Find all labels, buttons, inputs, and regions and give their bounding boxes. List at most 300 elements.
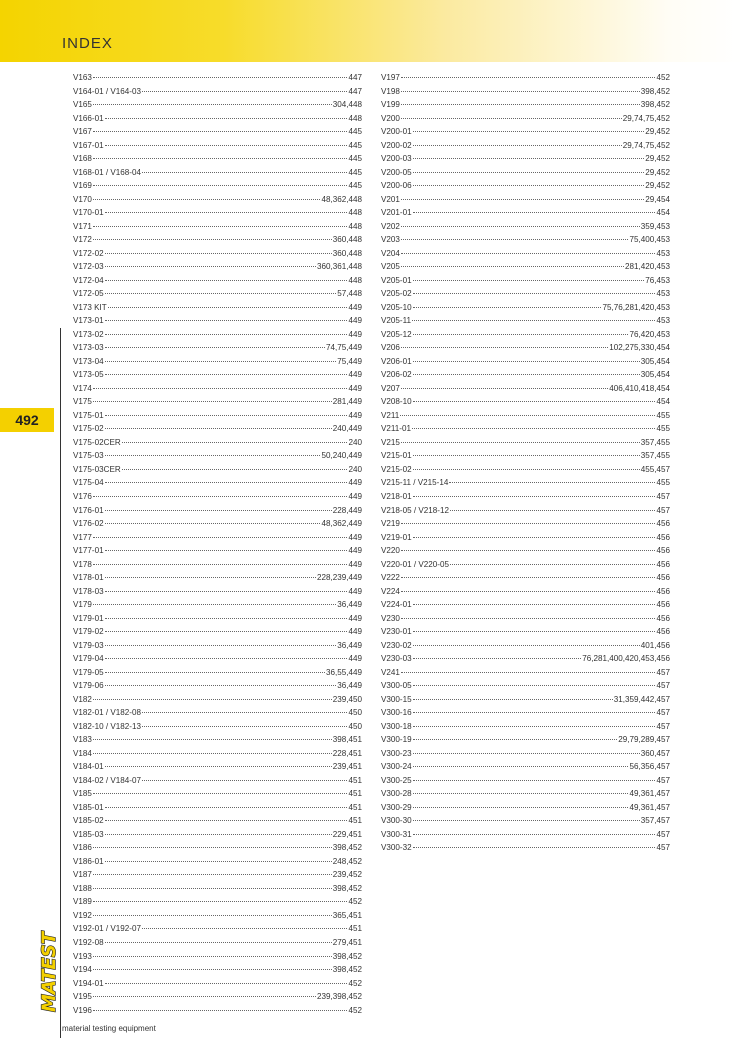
entry-code: V185 bbox=[73, 789, 92, 799]
entry-code: V300-31 bbox=[381, 829, 412, 839]
entry-code: V193 bbox=[73, 951, 92, 961]
entry-code: V215-01 bbox=[381, 451, 412, 461]
entry-code: V206-02 bbox=[381, 370, 412, 380]
entry-pages: 457 bbox=[656, 829, 670, 839]
entry-pages: 360,448 bbox=[332, 248, 362, 258]
entry-code: V218-01 bbox=[381, 491, 412, 501]
dot-leader bbox=[105, 334, 348, 335]
entry-code: V187 bbox=[73, 870, 92, 880]
entry-code: V224 bbox=[381, 586, 400, 596]
dot-leader bbox=[413, 834, 656, 835]
dot-leader bbox=[401, 104, 640, 105]
entry-pages: 228,451 bbox=[332, 748, 362, 758]
entry-pages: 448 bbox=[348, 275, 362, 285]
index-entry bbox=[381, 787, 670, 801]
entry-pages: 449 bbox=[348, 302, 362, 312]
index-entry bbox=[73, 98, 362, 112]
dot-leader bbox=[413, 307, 602, 308]
entry-code: V174 bbox=[73, 383, 92, 393]
dot-leader bbox=[142, 928, 348, 929]
entry-pages: 398,452 bbox=[332, 843, 362, 853]
entry-code: V172 bbox=[73, 235, 92, 245]
entry-code: V215 bbox=[381, 437, 400, 447]
index-entry bbox=[73, 679, 362, 693]
entry-code: V200-02 bbox=[381, 140, 412, 150]
entry-code: V300-18 bbox=[381, 721, 412, 731]
matest-logo bbox=[37, 930, 61, 1014]
index-entry bbox=[73, 233, 362, 247]
dot-leader bbox=[93, 496, 348, 497]
entry-pages: 357,457 bbox=[640, 816, 670, 826]
index-entry bbox=[381, 206, 670, 220]
index-entry bbox=[73, 639, 362, 653]
index-entry bbox=[73, 193, 362, 207]
index-entry bbox=[381, 598, 670, 612]
entry-pages: 398,452 bbox=[332, 965, 362, 975]
entry-code: V175-01 bbox=[73, 410, 104, 420]
entry-code: V189 bbox=[73, 897, 92, 907]
entry-code: V177 bbox=[73, 532, 92, 542]
entry-code: V200 bbox=[381, 113, 400, 123]
dot-leader bbox=[105, 834, 332, 835]
entry-code: V300-28 bbox=[381, 789, 412, 799]
index-entry bbox=[73, 585, 362, 599]
dot-leader bbox=[401, 618, 656, 619]
dot-leader bbox=[93, 158, 348, 159]
index-entry bbox=[73, 747, 362, 761]
index-entry bbox=[73, 179, 362, 193]
dot-leader bbox=[142, 91, 348, 92]
dot-leader bbox=[93, 537, 348, 538]
index-entry bbox=[381, 71, 670, 85]
index-entry bbox=[381, 490, 670, 504]
entry-code: V205-11 bbox=[381, 316, 411, 326]
dot-leader bbox=[105, 672, 325, 673]
index-entry bbox=[73, 571, 362, 585]
entry-pages: 455,457 bbox=[640, 464, 670, 474]
entry-pages: 75,449 bbox=[337, 356, 362, 366]
entry-pages: 398,452 bbox=[332, 951, 362, 961]
entry-pages: 48,362,448 bbox=[321, 194, 362, 204]
dot-leader bbox=[413, 158, 645, 159]
entry-pages: 239,451 bbox=[332, 762, 362, 772]
index-entry bbox=[73, 963, 362, 977]
entry-pages: 365,451 bbox=[332, 910, 362, 920]
index-entry bbox=[73, 909, 362, 923]
dot-leader bbox=[93, 185, 348, 186]
entry-code: V183 bbox=[73, 735, 92, 745]
entry-pages: 57,448 bbox=[337, 289, 362, 299]
entry-code: V170 bbox=[73, 194, 92, 204]
index-entry bbox=[381, 571, 670, 585]
index-entry bbox=[73, 828, 362, 842]
entry-pages: 452 bbox=[656, 73, 670, 82]
index-entry bbox=[381, 841, 670, 855]
entry-code: V201-01 bbox=[381, 208, 412, 218]
dot-leader bbox=[413, 496, 656, 497]
dot-leader bbox=[401, 253, 656, 254]
entry-pages: 455 bbox=[656, 478, 670, 488]
entry-pages: 449 bbox=[348, 654, 362, 664]
index-entry bbox=[381, 449, 670, 463]
dot-leader bbox=[93, 699, 332, 700]
index-entry bbox=[381, 112, 670, 126]
index-entry bbox=[381, 247, 670, 261]
index-entry bbox=[381, 747, 670, 761]
entry-pages: 451 bbox=[348, 775, 362, 785]
index-entry bbox=[73, 814, 362, 828]
entry-pages: 281,449 bbox=[332, 397, 362, 407]
entry-code: V184 bbox=[73, 748, 92, 758]
index-entry bbox=[381, 233, 670, 247]
entry-code: V192-08 bbox=[73, 938, 104, 947]
dot-leader bbox=[93, 901, 348, 902]
dot-leader bbox=[401, 347, 608, 348]
entry-code: V175-04 bbox=[73, 478, 104, 488]
dot-leader bbox=[122, 469, 348, 470]
entry-pages: 449 bbox=[348, 410, 362, 420]
entry-pages: 76,420,453 bbox=[629, 329, 670, 339]
dot-leader bbox=[401, 672, 656, 673]
entry-pages: 75,400,453 bbox=[629, 235, 670, 245]
entry-code: V300-25 bbox=[381, 775, 412, 785]
dot-leader bbox=[401, 442, 640, 443]
dot-leader bbox=[93, 199, 321, 200]
index-entry bbox=[381, 314, 670, 328]
dot-leader bbox=[413, 469, 640, 470]
entry-code: V208-10 bbox=[381, 397, 412, 407]
dot-leader bbox=[413, 699, 613, 700]
index-entry bbox=[381, 476, 670, 490]
entry-code: V186 bbox=[73, 843, 92, 853]
entry-pages: 56,356,457 bbox=[629, 762, 670, 772]
entry-pages: 29,454 bbox=[645, 194, 670, 204]
entry-pages: 456 bbox=[656, 559, 670, 569]
index-entry bbox=[381, 612, 670, 626]
index-entry bbox=[73, 1004, 362, 1018]
entry-code: V300-05 bbox=[381, 681, 412, 691]
entry-code: V168 bbox=[73, 154, 92, 164]
entry-pages: 49,361,457 bbox=[629, 802, 670, 812]
dot-leader bbox=[105, 415, 348, 416]
index-entry bbox=[73, 733, 362, 747]
entry-code: V179-04 bbox=[73, 654, 104, 664]
entry-code: V230-03 bbox=[381, 654, 412, 664]
entry-code: V173 KIT bbox=[73, 302, 107, 312]
dot-leader bbox=[93, 1010, 348, 1011]
dot-leader bbox=[401, 118, 622, 119]
index-entry bbox=[381, 706, 670, 720]
dot-leader bbox=[413, 753, 640, 754]
entry-code: V200-01 bbox=[381, 127, 412, 137]
dot-leader bbox=[93, 604, 336, 605]
entry-pages: 29,74,75,452 bbox=[622, 140, 670, 150]
entry-pages: 449 bbox=[348, 383, 362, 393]
entry-code: V211 bbox=[381, 410, 400, 420]
entry-pages: 449 bbox=[348, 491, 362, 501]
dot-leader bbox=[401, 577, 656, 578]
dot-leader bbox=[412, 320, 655, 321]
dot-leader bbox=[105, 374, 348, 375]
entry-pages: 31,359,442,457 bbox=[613, 694, 670, 704]
entry-pages: 228,449 bbox=[332, 505, 362, 515]
entry-pages: 29,452 bbox=[645, 181, 670, 191]
index-entry bbox=[381, 260, 670, 274]
entry-code: V205 bbox=[381, 262, 400, 272]
entry-code: V169 bbox=[73, 181, 92, 191]
dot-leader bbox=[413, 280, 645, 281]
index-entry bbox=[73, 760, 362, 774]
entry-code: V168-01 / V168-04 bbox=[73, 167, 141, 177]
entry-pages: 457 bbox=[656, 681, 670, 691]
entry-code: V182-01 / V182-08 bbox=[73, 708, 141, 718]
index-entry bbox=[73, 666, 362, 680]
entry-pages: 398,452 bbox=[332, 883, 362, 893]
entry-pages: 451 bbox=[348, 924, 362, 934]
entry-code: V182-10 / V182-13 bbox=[73, 721, 141, 731]
dot-leader bbox=[105, 266, 316, 267]
dot-leader bbox=[105, 766, 332, 767]
index-entry bbox=[73, 652, 362, 666]
dot-leader bbox=[93, 104, 332, 105]
entry-code: V176-02 bbox=[73, 519, 104, 529]
dot-leader bbox=[93, 996, 316, 997]
entry-code: V172-04 bbox=[73, 275, 104, 285]
entry-pages: 406,410,418,454 bbox=[609, 383, 670, 393]
entry-pages: 449 bbox=[348, 627, 362, 637]
entry-pages: 229,451 bbox=[332, 829, 362, 839]
entry-code: V185-01 bbox=[73, 802, 104, 812]
index-entry bbox=[381, 652, 670, 666]
index-entry bbox=[381, 558, 670, 572]
dot-leader bbox=[105, 591, 348, 592]
entry-pages: 398,452 bbox=[640, 86, 670, 96]
entry-code: V177-01 bbox=[73, 546, 104, 556]
dot-leader bbox=[400, 415, 655, 416]
index-entry bbox=[381, 544, 670, 558]
entry-pages: 451 bbox=[348, 816, 362, 826]
entry-pages: 457 bbox=[656, 721, 670, 731]
entry-code: V215-11 / V215-14 bbox=[381, 478, 449, 488]
entry-code: V176-01 bbox=[73, 505, 104, 515]
entry-pages: 452 bbox=[348, 897, 362, 907]
entry-code: V184-01 bbox=[73, 762, 104, 772]
page-number: 492 bbox=[15, 412, 39, 428]
index-entry bbox=[73, 990, 362, 1004]
entry-pages: 449 bbox=[348, 329, 362, 339]
dot-leader bbox=[105, 983, 348, 984]
index-entry bbox=[73, 436, 362, 450]
dot-leader bbox=[93, 131, 348, 132]
dot-leader bbox=[105, 618, 348, 619]
entry-code: V179-06 bbox=[73, 681, 104, 691]
entry-pages: 36,449 bbox=[337, 640, 362, 650]
entry-code: V224-01 bbox=[381, 600, 412, 610]
dot-leader bbox=[93, 564, 348, 565]
index-entry bbox=[381, 720, 670, 734]
entry-code: V186-01 bbox=[73, 856, 104, 866]
index-entry bbox=[381, 85, 670, 99]
entry-pages: 240 bbox=[348, 464, 362, 474]
entry-pages: 456 bbox=[656, 573, 670, 583]
entry-code: V230 bbox=[381, 613, 400, 623]
index-entry bbox=[381, 220, 670, 234]
index-entry bbox=[73, 463, 362, 477]
entry-code: V175-02CER bbox=[73, 437, 121, 447]
dot-leader bbox=[142, 726, 348, 727]
dot-leader bbox=[105, 550, 348, 551]
index-entry bbox=[381, 98, 670, 112]
entry-pages: 452 bbox=[348, 1005, 362, 1015]
entry-pages: 449 bbox=[348, 532, 362, 542]
entry-code: V211-01 bbox=[381, 424, 411, 434]
index-entry bbox=[73, 382, 362, 396]
entry-code: V300-23 bbox=[381, 748, 412, 758]
index-entry bbox=[73, 395, 362, 409]
dot-leader bbox=[93, 239, 332, 240]
index-entry bbox=[73, 112, 362, 126]
entry-code: V219-01 bbox=[381, 532, 412, 542]
entry-code: V175-02 bbox=[73, 424, 104, 434]
page-number-tab bbox=[0, 408, 54, 432]
dot-leader bbox=[93, 226, 348, 227]
entry-pages: 449 bbox=[348, 586, 362, 596]
index-entry bbox=[73, 409, 362, 423]
entry-code: V175 bbox=[73, 397, 92, 407]
entry-code: V194-01 bbox=[73, 978, 104, 988]
entry-code: V207 bbox=[381, 383, 400, 393]
index-entry bbox=[73, 612, 362, 626]
dot-leader bbox=[413, 361, 640, 362]
index-entry bbox=[73, 895, 362, 909]
index-entry bbox=[73, 841, 362, 855]
entry-pages: 445 bbox=[348, 127, 362, 137]
entry-pages: 305,454 bbox=[640, 356, 670, 366]
entry-pages: 456 bbox=[656, 519, 670, 529]
entry-pages: 228,239,449 bbox=[316, 573, 362, 583]
dot-leader bbox=[142, 712, 348, 713]
index-column-left bbox=[73, 71, 362, 1017]
entry-code: V172-03 bbox=[73, 262, 104, 272]
dot-leader bbox=[105, 658, 348, 659]
entry-code: V166-01 bbox=[73, 113, 104, 123]
index-entry bbox=[381, 801, 670, 815]
index-entry bbox=[73, 558, 362, 572]
entry-code: V184-02 / V184-07 bbox=[73, 775, 141, 785]
entry-code: V300-30 bbox=[381, 816, 412, 826]
index-entry bbox=[73, 449, 362, 463]
index-entry bbox=[73, 274, 362, 288]
entry-code: V172-02 bbox=[73, 248, 104, 258]
dot-leader bbox=[122, 442, 348, 443]
dot-leader bbox=[105, 523, 321, 524]
entry-code: V171 bbox=[73, 221, 92, 231]
entry-code: V199 bbox=[381, 100, 400, 110]
index-entry bbox=[381, 382, 670, 396]
index-entry bbox=[381, 395, 670, 409]
index-entry bbox=[381, 733, 670, 747]
entry-code: V173-02 bbox=[73, 329, 104, 339]
entry-code: V215-02 bbox=[381, 464, 412, 474]
index-entry bbox=[381, 409, 670, 423]
dot-leader bbox=[401, 388, 608, 389]
entry-pages: 239,452 bbox=[332, 870, 362, 880]
entry-code: V204 bbox=[381, 248, 400, 258]
index-entry bbox=[73, 693, 362, 707]
dot-leader bbox=[413, 131, 645, 132]
entry-pages: 456 bbox=[656, 532, 670, 542]
entry-pages: 102,275,330,454 bbox=[609, 343, 670, 353]
entry-pages: 449 bbox=[348, 316, 362, 326]
entry-pages: 457 bbox=[656, 491, 670, 501]
entry-pages: 448 bbox=[348, 113, 362, 123]
entry-pages: 452 bbox=[348, 978, 362, 988]
entry-code: V194 bbox=[73, 965, 92, 975]
entry-code: V185-02 bbox=[73, 816, 104, 826]
dot-leader bbox=[93, 874, 332, 875]
index-entry bbox=[73, 936, 362, 950]
index-entry bbox=[381, 679, 670, 693]
index-entry bbox=[73, 247, 362, 261]
index-entry bbox=[381, 436, 670, 450]
entry-pages: 357,455 bbox=[640, 437, 670, 447]
index-entry bbox=[73, 774, 362, 788]
dot-leader bbox=[105, 942, 332, 943]
index-entry bbox=[73, 85, 362, 99]
entry-pages: 456 bbox=[656, 546, 670, 556]
entry-code: V173-03 bbox=[73, 343, 104, 353]
index-entry bbox=[73, 801, 362, 815]
index-column-right bbox=[381, 71, 670, 855]
dot-leader bbox=[413, 455, 640, 456]
dot-leader bbox=[413, 293, 656, 294]
entry-code: V206-01 bbox=[381, 356, 412, 366]
entry-code: V195 bbox=[73, 992, 92, 1002]
entry-pages: 457 bbox=[656, 708, 670, 718]
entry-code: V206 bbox=[381, 343, 400, 353]
entry-pages: 455 bbox=[656, 410, 670, 420]
entry-pages: 445 bbox=[348, 140, 362, 150]
entry-code: V300-19 bbox=[381, 735, 412, 745]
entry-pages: 451 bbox=[348, 789, 362, 799]
entry-pages: 453 bbox=[656, 248, 670, 258]
dot-leader bbox=[413, 401, 656, 402]
dot-leader bbox=[401, 550, 656, 551]
entry-code: V300-15 bbox=[381, 694, 412, 704]
index-entry bbox=[73, 598, 362, 612]
entry-pages: 36,449 bbox=[337, 600, 362, 610]
index-entry bbox=[381, 639, 670, 653]
entry-pages: 449 bbox=[348, 370, 362, 380]
entry-pages: 449 bbox=[348, 478, 362, 488]
dot-leader bbox=[105, 510, 332, 511]
entry-code: V170-01 bbox=[73, 208, 104, 218]
dot-leader bbox=[105, 361, 337, 362]
entry-pages: 457 bbox=[656, 667, 670, 677]
dot-leader bbox=[105, 645, 337, 646]
entry-pages: 398,452 bbox=[640, 100, 670, 110]
page-title: INDEX bbox=[62, 35, 113, 52]
index-entry bbox=[73, 855, 362, 869]
index-entry bbox=[381, 504, 670, 518]
index-entry bbox=[381, 422, 670, 436]
index-entry bbox=[381, 531, 670, 545]
dot-leader bbox=[413, 766, 629, 767]
dot-leader bbox=[93, 888, 332, 889]
dot-leader bbox=[413, 537, 656, 538]
dot-leader bbox=[105, 455, 321, 456]
dot-leader bbox=[93, 969, 332, 970]
